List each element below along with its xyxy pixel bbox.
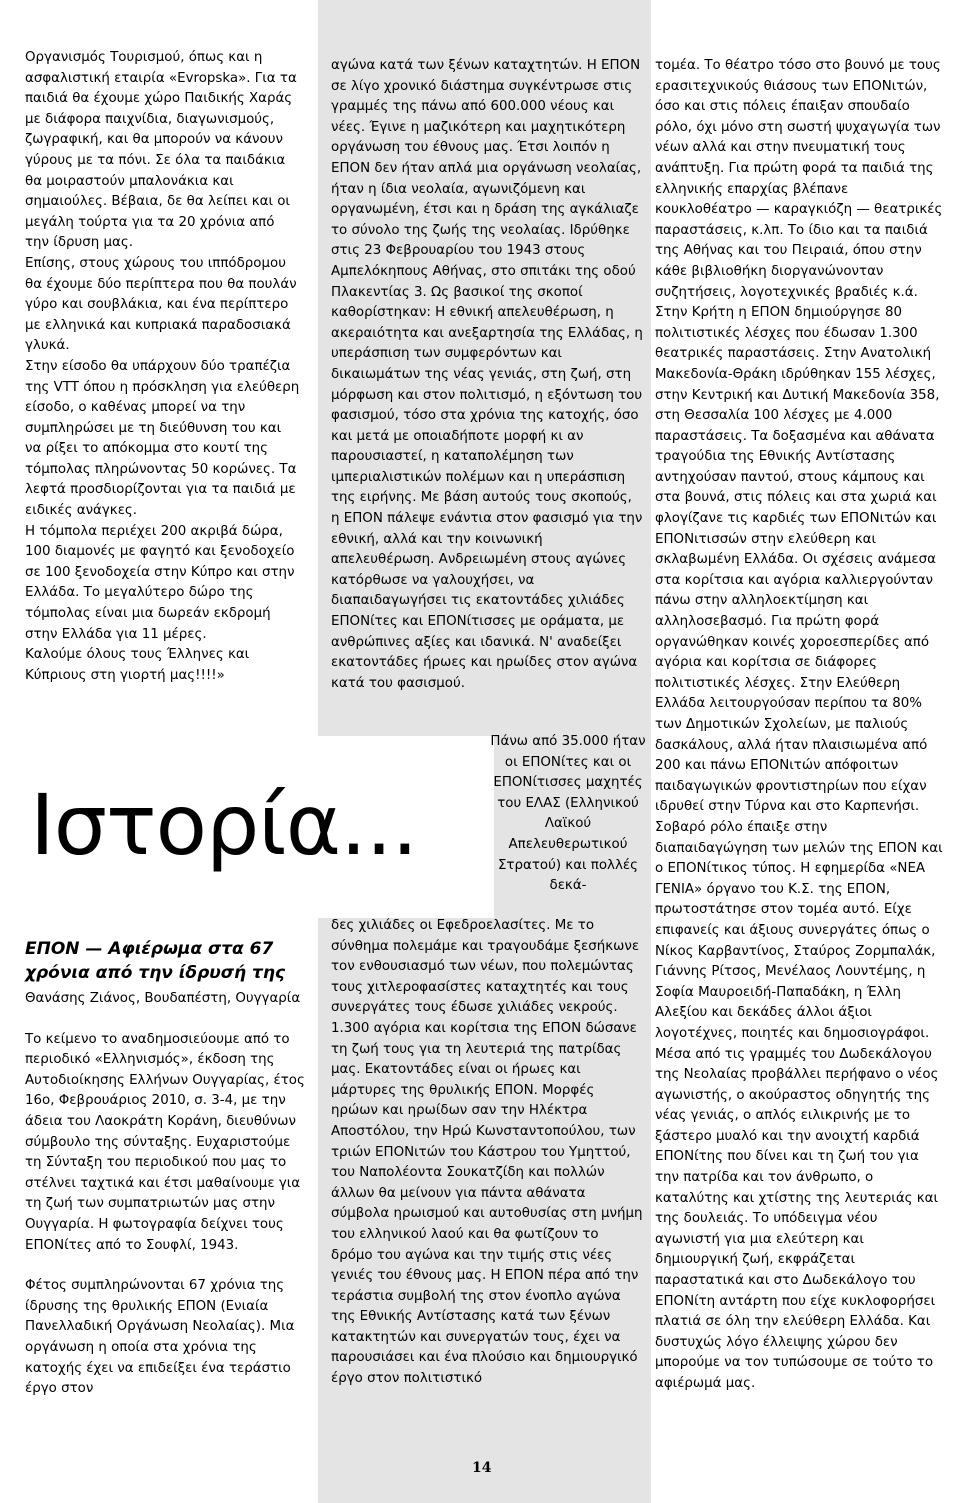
paragraph: Καλούμε όλους τους Έλληνες και Κύπριους στη γιορτή μας!!!!» [25, 647, 250, 683]
column-right [655, 56, 943, 1395]
paragraph: Επίσης, στους χώρους του ιππόδρομου θα έχουμε δύο περίπτερα που θα πουλάν γύρο και σουβλάκια, και ένα περίπτερο με ελληνικά και κυπριακά παραδοσιακά γλυκά. [25, 255, 297, 354]
column-left-top [25, 48, 300, 686]
column-middle-wrap [488, 732, 648, 897]
paragraph: αγώνα κατά των ξένων καταχτητών. Η ΕΠΟΝ σε λίγο χρονικό διάστημα συγκέντρωσε στις γραμμές της πάνω από 600.000 νέους και νέες. Έγινε η μαζικότερη και μαχητικότερη οργάνωση του έθνους μας. Έτσι λοιπόν η ΕΠΟΝ δεν ήταν απλά μια οργάνωση νεολαίας, ήταν η ίδια νεολαία, αγωνιζόμενη και οργανωμένη, έτσι και η δράση της αγκάλιαζε το σύνολο της ζωής της νεολαίας. Ιδρύθηκε στις 23 Φεβρουαρίου του 1943 στους Αμπελόκηπους Αθήνας, στο σπιτάκι της οδού Πλακεντίας 3. Ως βασικοί της σκοποί καθορίστηκαν: Η εθνική απελευθέρωση, η ακεραιότητα και ανεξαρτησία της Ελλάδας, η υπεράσπιση των συμφερόντων και δικαιωμάτων της νέας γενιάς, στη ζωή, στη μόρφωση και στον πολιτισμό, η εξόντωση του φασισμού, τόσο στα χρόνια της κατοχής, όσο και μετά με οποιαδήποτε μορφή κι αν παρουσιαστεί, η καταπολέμηση των ιμπεριαλιστικών πολέμων και η υπεράσπιση της ειρήνης. Με βάση αυτούς τους σκοπούς, η ΕΠΟΝ πάλεψε ενάντια στον φασισμό για την εθνική, αλλά και την κοινωνική απελευθέρωση. Ανδρειωμένη στους αγώνες κατόρθωσε να γαλουχήσει, να διαπαιδαγωγήσει τις εκατοντάδες χιλιάδες ΕΠΟΝίτες και ΕΠΟΝίτισσες με οράματα, με ανθρώπινες αξίες και ιδανικά. Ν' αναδείξει εκατοντάδες ήρωες και ηρωίδες στον αγώνα κατά του φασισμού. [331, 58, 643, 691]
column-middle [331, 56, 643, 736]
paragraph: Πάνω από 35.000 ήταν οι ΕΠΟΝίτες και οι ΕΠΟΝίτισσες μαχητές του ΕΛΑΣ (Ελληνικού Λαϊκού Απελευθερωτικού Στρατού) και πολλές δεκά- [490, 734, 646, 894]
column-middle-bottom [331, 916, 643, 1390]
article-heading: Ιστορία... [30, 776, 418, 874]
page-number: 14 [472, 1460, 492, 1476]
column-left-bottom [25, 937, 307, 1400]
paragraph: δες χιλιάδες οι Εφεδροελασίτες. Με το σύνθημα πολεμάμε και τραγουδάμε ξεσήκωνε τον ενθουσιασμό των νέων, που πολεμώντας τους χιτλεροφασίστες καταχτητές και τους συνεργάτες τους έδωσε χιλιάδες νεκρούς. 1.300 αγόρια και κορίτσια της ΕΠΟΝ δώσανε τη ζωή τους για τη λευτεριά της πατρίδας μας. Εκατοντάδες είναι οι ήρωες και μάρτυρες της θρυλικής ΕΠΟΝ. Μορφές ηρώων και ηρωίδων σαν την Ηλέκτρα Αποστόλου, την Ηρώ Κωνσταντοπούλου, των τριών ΕΠΟΝιτών του Κάστρου του Υμηττού, του Ναπολέοντα Σουκατζίδη και πολλών άλλων θα μείνουν για πάντα αθάνατα σύμβολα ηρωισμού και αυτοθυσίας στη μνήμη του ελληνικού λαού και θα φωτίζουν το δρόμο του αγώνα και την τιμής στις νέες γενιές του έθνους μας. Η ΕΠΟΝ πέρα από την τεράστια συμβολή της στον ένοπλο αγώνα της Εθνικής Αντίστασης κατά των ξένων κατακτητών και συνεργατών τους, έχει να παρουσιάσει και ένα πλούσιο και δημιουργικό έργο στον πολιτιστικό [331, 918, 643, 1387]
intro-note: Το κείμενο το αναδημοσιεύουμε από το περιοδικό «Ελληνισμός», έκδοση της Αυτοδιοίκησης Ελλήνων Ουγγαρίας, έτος 16ο, Φεβρουάριος 2010, σ. 3-4, με την άδεια του Λαοκράτη Κοράνη, διευθύνων σύμβουλο της σύνταξης. Ευχαριστούμε τη Σύνταξη του περιοδικού που μας το στέλνει ταχτικά και έτσι μαθαίνουμε για τη ζωή των συμπατριωτών μας στην Ουγγαρία. Η φωτογραφία δείχνει τους ΕΠΟΝίτες από το Σουφλί, 1943. [25, 1031, 305, 1253]
paragraph: Φέτος συμπληρώνονται 67 χρόνια της ίδρυσης της θρυλικής ΕΠΟΝ (Ενιαία Πανελλαδική Οργάνωση Νεολαίας). Μια οργάνωση η οποία στα χρόνια της κατοχής έχει να επιδείξει ένα τεράστιο έργο στον [25, 1278, 295, 1397]
article-author: Θανάσης Ζιάνος, Βουδαπέστη, Ουγγαρία [25, 991, 301, 1006]
paragraph: Η τόμπολα περιέχει 200 ακριβά δώρα, 100 διαμονές με φαγητό και ξενοδοχείο σε 100 ξενοδοχεία στην Κύπρο και στην Ελλάδα. Το μεγαλύτερο δώρο της τόμπολας είναι μια δωρεάν εκδρομή στην Ελλάδα για 11 μέρες. [25, 523, 295, 642]
paragraph: Οργανισμός Τουρισμού, όπως και η ασφαλιστική εταιρία «Evropska». Για τα παιδιά θα έχουμε χώρο Παιδικής Χαράς με διάφορα παιχνίδια, διαγωνισμούς, ζωγραφική, και θα μπορούν να κάνουν γύρους με τα πόνι. Σε όλα τα παιδάκια θα μοιραστούν μπαλονάκια και σημαιούλες. Βέβαια, δε θα λείπει και οι μεγάλη τούρτα για τα 20 χρόνια από την ίδρυση μας. [25, 50, 297, 251]
article-subtitle: ΕΠΟΝ — Αφιέρωμα στα 67 χρόνια από την ίδρυσή της [25, 939, 286, 983]
paragraph: Στην είσοδο θα υπάρχουν δύο τραπέζια της VTT όπου η πρόσκληση για ελεύθερη είσοδο, ο καθένας μπορεί να την συμπληρώσει με τη διεύθυνση του και να ρίξει το απόκομμα στο κουτί της τόμπολας πληρώνοντας 50 κορώνες. Τα λεφτά προσδιορίζονται για τα παιδιά με ειδικές ανάγκες. [25, 358, 300, 519]
paragraph: τομέα. Το θέατρο τόσο στο βουνό με τους ερασιτεχνικούς θιάσους των ΕΠΟΝιτών, όσο και στις πόλεις έπαιξαν σπουδαίο ρόλο, όχι μόνο στη σωστή ψυχαγωγία των νέων αλλά και στην πνευματική τους ανάπτυξη. Για πρώτη φορά τα παιδιά της ελληνικής επαρχίας βλέπανε κουκλοθέατρο — καραγκιόζη — θεατρικές παραστάσεις, κ.λπ. Το ίδιο και τα παιδιά της Αθήνας και του Πειραιά, όπου στην κάθε βιβλιοθήκη διοργανώνονταν συζητήσεις, λογοτεχνικές βραδιές κ.ά. Στην Κρήτη η ΕΠΟΝ δημιούργησε 80 πολιτιστικές λέσχες που έδωσαν 1.300 θεατρικές παραστάσεις. Στην Ανατολική Μακεδονία-Θράκη ιδρύθηκαν 155 λέσχες, στην Κεντρική και Δυτική Μακεδονία 358, στη Θεσσαλία 100 λέσχες με 4.000 παραστάσεις. Τα δοξασμένα και αθάνατα τραγούδια της Εθνικής Αντίστασης αντηχούσαν παντού, στους κάμπους και στα βουνά, στις πόλεις και στα χωριά και φλογίζανε τις καρδιές των ΕΠΟΝιτών και ΕΠΟΝιτισσών στην ελεύθερη και σκλαβωμένη Ελλάδα. Οι σχέσεις ανάμεσα στα κορίτσια και αγόρια καλλιεργούνταν πάνω στην αλληλοεκτίμηση και αλληλοσεβασμό. Για πρώτη φορά οργανώθηκαν κοινές χοροεσπερίδες από αγόρια και κορίτσια σε διάφορες πολιτιστικές λέσχες. Στην Ελεύθερη Ελλάδα λειτουργούσαν περίπου τα 80% των Δημοτικών Σχολείων, με παλιούς δασκάλους, αλλά ήταν πλαισιωμένα από 200 και πάνω ΕΠΟΝιτών απόφοιτων παιδαγωγικών φροντιστηρίων που είχαν ιδρυθεί στην Τύρνα και στο Καρπενήσι. Σοβαρό ρόλο έπαιξε στην διαπαιδαγώγηση των μελών της ΕΠΟΝ και ο ΕΠΟΝίτικος τύπος. Η εφημερίδα «ΝΕΑ ΓΕΝΙΑ» όργανο του Κ.Σ. της ΕΠΟΝ, πρωτοστάτησε στον τομέα αυτό. Είχε επιφανείς και άξιους συνεργάτες όπως ο Νίκος Καρβαντίνος, Σταύρος Ζορμπαλάκ, Γιάννης Ρίτσος, Μενέλαος Λουντέμης, η Σοφία Μαυροειδή-Παπαδάκη, η Έλλη Αλεξίου και δεκάδες άλλοι άξιοι λογοτέχνες, ποιητές και δημοσιογράφοι. Μέσα από τις γραμμές του Δωδεκάλογου της Νεολαίας προβάλλει περήφανο ο νέος αγωνιστής, ο ακούραστος οδηγητής της νέας γενιάς, ο απλός ειλικρινής με το ξάστερο μυαλό και την ανοιχτή καρδιά ΕΠΟΝίτης που δίνει και τη ζωή του για την πατρίδα και τον άνθρωπο, ο καταλύτης και χτίστης της λευτεριάς και της δουλειάς. Το υπόδειγμα νέου αγωνιστή για μια ελεύτερη και δημιουργική ζωή, εκφράζεται παραστατικά και στο Δωδεκάλογο του ΕΠΟΝίτη αντάρτη που είχε κυκλοφορήσει πλατιά σε όλη την ελεύθερη Ελλάδα. Και δυστυχώς λόγο έλλειψης χώρου δεν μπορούμε να τον τυπώσουμε σε τούτο το αφιέρωμά μας. [655, 58, 943, 1391]
